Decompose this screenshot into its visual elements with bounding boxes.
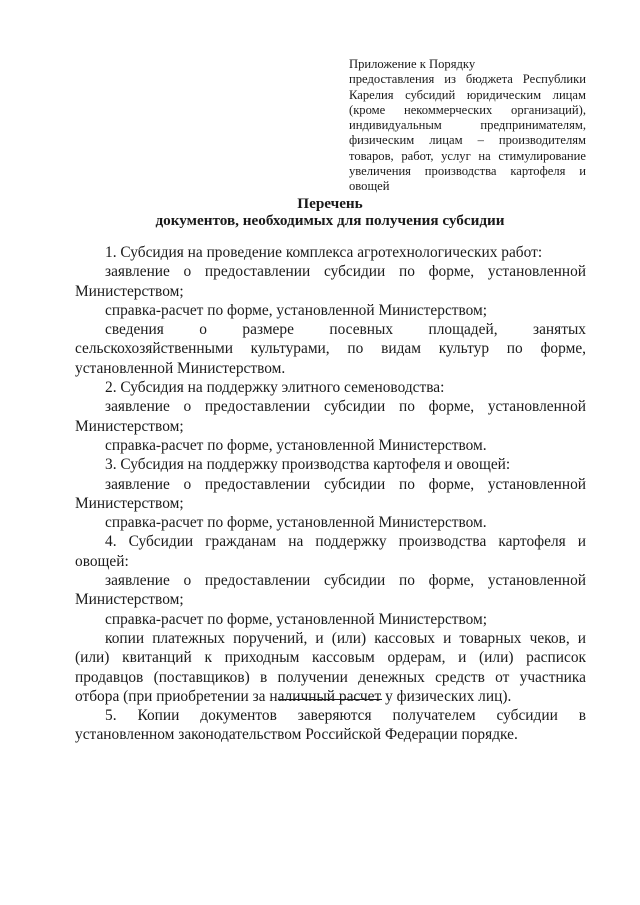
annex-line: Приложение к Порядку — [349, 57, 476, 71]
paragraph: заявление о предоставлении субсидии по форме, установленной Министерством; — [75, 263, 586, 300]
closing-rule — [278, 699, 382, 700]
paragraph: копии платежных поручений, и (или) кассовых и товарных чеков, и (или) квитанций к приходным кассовым ордерам, и (или) расписок продавцов (поставщиков) в получении денежных средств от участника отбора (при приобретении за наличный расчет у физических лиц). — [75, 629, 586, 705]
paragraph: 3. Субсидия на поддержку производства картофеля и овощей: — [105, 456, 511, 474]
document-subtitle: документов, необходимых для получения субсидии — [155, 212, 505, 229]
paragraph: 1. Субсидия на проведение комплекса агротехнологических работ: — [105, 244, 543, 261]
paragraph: заявление о предоставлении субсидии по форме, установленной Министерством; — [75, 475, 586, 512]
paragraph: справка-расчет по форме, установленной Министерством; — [105, 301, 488, 319]
document-body — [75, 243, 586, 745]
annex-reference — [349, 57, 586, 195]
paragraph: заявление о предоставлении субсидии по форме, установленной Министерством; — [75, 398, 586, 435]
annex-line: предоставления из бюджета Республики Карелия субсидий юридическим лицам (кроме некоммерческих организаций), индивидуальным предпринимателям, физическим лицам – производителям товаров, работ, услуг на стимулирование увеличения производства картофеля и овощей — [349, 72, 586, 194]
document-title: Перечень — [297, 195, 363, 212]
paragraph: 2. Субсидия на поддержку элитного семеноводства: — [105, 379, 445, 397]
paragraph: справка-расчет по форме, установленной Министерством; — [105, 610, 488, 628]
paragraph: сведения о размере посевных площадей, занятых сельскохозяйственными культурами, по видам культур по форме, установленной Министерством. — [75, 321, 586, 377]
paragraph: справка-расчет по форме, установленной Министерством. — [105, 436, 487, 454]
paragraph: заявление о предоставлении субсидии по форме, установленной Министерством; — [75, 572, 586, 609]
paragraph: справка-расчет по форме, установленной Министерством. — [105, 514, 487, 532]
paragraph: 4. Субсидии гражданам на поддержку производства картофеля и овощей: — [75, 533, 586, 570]
paragraph: 5. Копии документов заверяются получателем субсидии в установленном законодательством Российской Федерации порядке. — [75, 707, 586, 744]
